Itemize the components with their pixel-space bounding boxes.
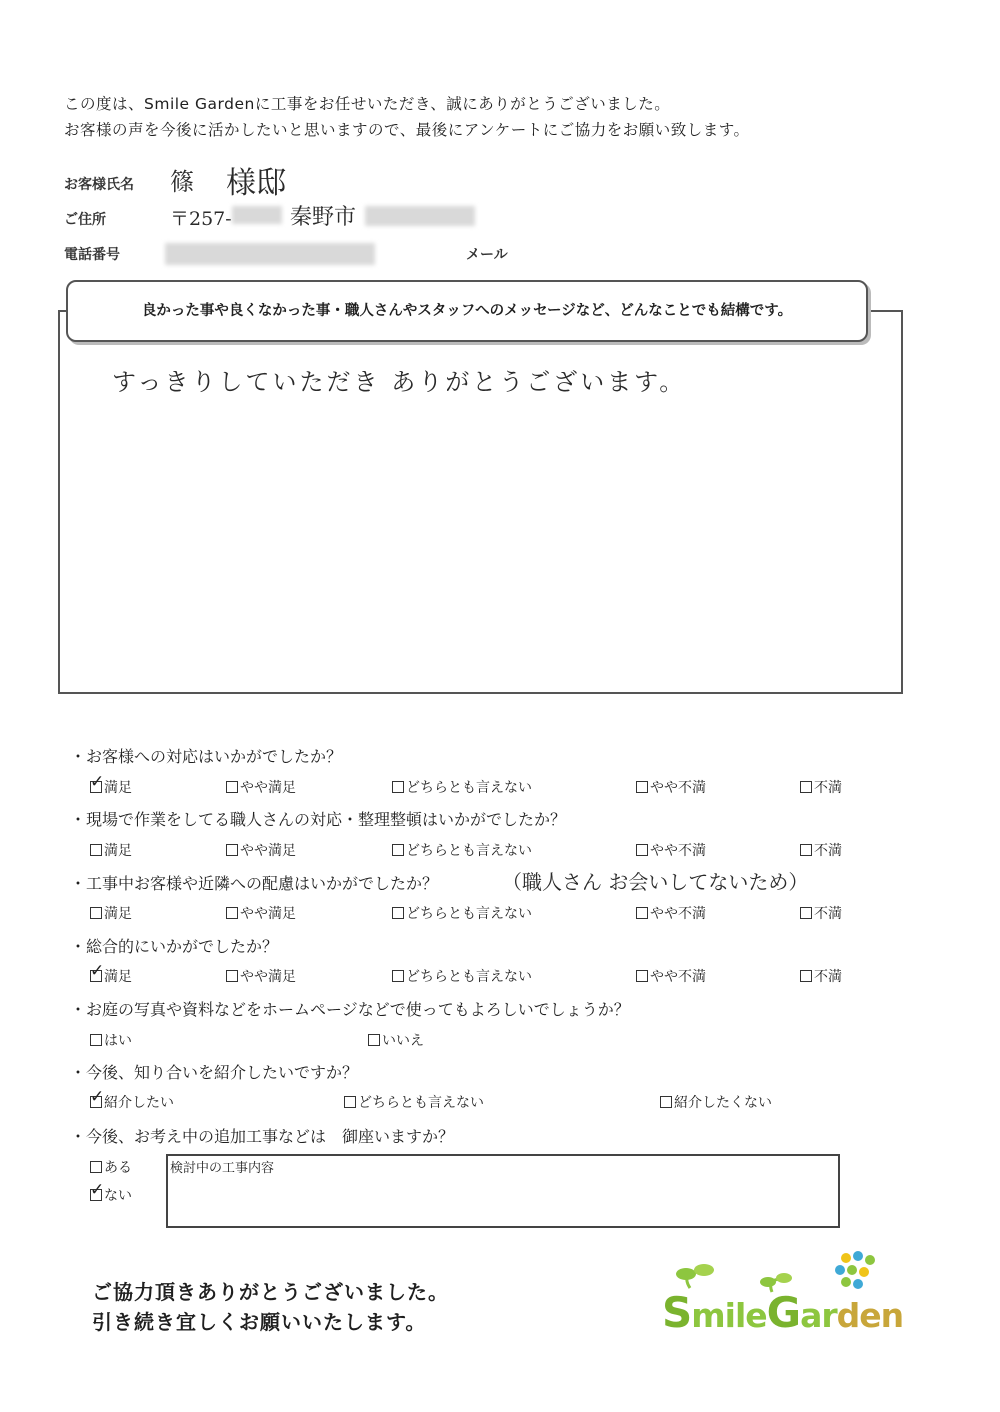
q2-option-satisfied[interactable]: 満足 [90, 840, 132, 860]
q4-option-somewhat-satisfied[interactable]: やや満足 [226, 966, 296, 986]
redacted-postal [232, 206, 282, 224]
q3-option-unsatisfied[interactable]: 不満 [800, 903, 842, 923]
checkbox-checked[interactable]: ✓ [90, 1087, 105, 1107]
q5-option-yes[interactable]: はい [90, 1030, 132, 1050]
q6-option-refer[interactable]: ✓ 紹介したい [90, 1087, 174, 1111]
q1-option-somewhat-unsatisfied[interactable]: やや不満 [636, 777, 706, 797]
closing-line-1: ご協力頂きありがとうございました。 [92, 1280, 449, 1304]
q3-option-somewhat-unsatisfied[interactable]: やや不満 [636, 903, 706, 923]
question-5: ・お庭の写真や資料などをホームページなどで使ってもよろしいでしょうか？ [70, 1000, 630, 1019]
question-7: ・今後、お考え中の追加工事などは 御座いますか？ [70, 1127, 455, 1146]
checkbox[interactable] [90, 1161, 102, 1173]
checkbox[interactable] [344, 1096, 356, 1108]
checkbox[interactable] [800, 970, 812, 982]
q2-option-neutral[interactable]: どちらとも言えない [392, 840, 532, 860]
redacted-address [365, 206, 475, 226]
checkbox[interactable] [90, 1034, 102, 1046]
email-label: メール [466, 247, 508, 263]
q2-option-somewhat-satisfied[interactable]: やや満足 [226, 840, 296, 860]
question-2: ・現場で作業をしてる職人さんの対応・整理整頓はいかがでしたか？ [70, 810, 567, 829]
q5-option-no[interactable]: いいえ [368, 1030, 424, 1050]
smile-garden-logo: SmileGarden [662, 1288, 904, 1337]
checkbox[interactable] [636, 781, 648, 793]
checkbox-checked[interactable]: ✓ [90, 1180, 105, 1200]
checkbox[interactable] [660, 1096, 672, 1108]
name-value: 篠 [170, 168, 194, 196]
checkbox[interactable] [800, 781, 812, 793]
q7-option-no[interactable]: ✓ ない [90, 1180, 132, 1204]
name-suffix: 様邸 [226, 166, 286, 201]
address-city: 秦野市 [290, 205, 357, 230]
checkbox[interactable] [392, 970, 404, 982]
q3-option-neutral[interactable]: どちらとも言えない [392, 903, 532, 923]
q2-option-somewhat-unsatisfied[interactable]: やや不満 [636, 840, 706, 860]
q4-option-somewhat-unsatisfied[interactable]: やや不満 [636, 966, 706, 986]
checkbox[interactable] [392, 907, 404, 919]
checkbox[interactable] [636, 970, 648, 982]
q1-option-unsatisfied[interactable]: 不満 [800, 777, 842, 797]
checkbox-checked[interactable]: ✓ [90, 772, 105, 792]
checkbox[interactable] [226, 970, 238, 982]
phone-label: 電話番号 [64, 247, 120, 263]
q6-option-no-refer[interactable]: 紹介したくない [660, 1092, 772, 1112]
q4-option-satisfied[interactable]: ✓ 満足 [90, 961, 132, 985]
question-3: ・工事中お客様や近隣への配慮はいかがでしたか？ [70, 874, 439, 893]
checkbox[interactable] [800, 844, 812, 856]
address-prefix: 〒257- [170, 208, 232, 230]
checkbox[interactable] [800, 907, 812, 919]
message-heading: 良かった事や良くなかった事・職人さんやスタッフへのメッセージなど、どんなことでも結構です。 [66, 280, 868, 342]
q1-option-neutral[interactable]: どちらとも言えない [392, 777, 532, 797]
redacted-phone [165, 243, 375, 265]
checkbox[interactable] [392, 844, 404, 856]
q1-option-somewhat-satisfied[interactable]: やや満足 [226, 777, 296, 797]
checkbox[interactable] [226, 907, 238, 919]
address-label: ご住所 [64, 212, 106, 228]
name-label: お客様氏名 [64, 177, 134, 193]
question-6: ・今後、知り合いを紹介したいですか？ [70, 1063, 359, 1082]
checkbox[interactable] [392, 781, 404, 793]
q4-option-neutral[interactable]: どちらとも言えない [392, 966, 532, 986]
question-1: ・お客様への対応はいかがでしたか？ [70, 747, 343, 766]
q3-option-satisfied[interactable]: 満足 [90, 903, 132, 923]
q4-option-unsatisfied[interactable]: 不満 [800, 966, 842, 986]
q7-option-yes[interactable]: ある [90, 1157, 132, 1177]
additional-work-label: 検討中の工事内容 [170, 1161, 275, 1176]
q2-option-unsatisfied[interactable]: 不満 [800, 840, 842, 860]
checkbox[interactable] [636, 844, 648, 856]
q3-option-somewhat-satisfied[interactable]: やや満足 [226, 903, 296, 923]
intro-line-2: お客様の声を今後に活かしたいと思いますので、最後にアンケートにご協力をお願い致します。 [64, 121, 750, 139]
question-4: ・総合的にいかがでしたか？ [70, 937, 279, 956]
checkbox[interactable] [90, 844, 102, 856]
checkbox[interactable] [226, 844, 238, 856]
checkbox[interactable] [368, 1034, 380, 1046]
intro-line-1: この度は、Smile Gardenに工事をお任せいただき、誠にありがとうございました。 [64, 95, 671, 113]
checkbox[interactable] [226, 781, 238, 793]
checkbox-checked[interactable]: ✓ [90, 961, 105, 981]
closing-line-2: 引き続き宜しくお願いいたします。 [92, 1310, 427, 1334]
checkbox[interactable] [90, 907, 102, 919]
q6-option-neutral[interactable]: どちらとも言えない [344, 1092, 484, 1112]
q3-handwritten-note: （職人さん お会いしてないため） [502, 870, 809, 894]
message-text: すっきりしていただき ありがとうございます。 [112, 368, 687, 396]
checkbox[interactable] [636, 907, 648, 919]
q1-option-satisfied[interactable]: ✓ 満足 [90, 772, 132, 796]
